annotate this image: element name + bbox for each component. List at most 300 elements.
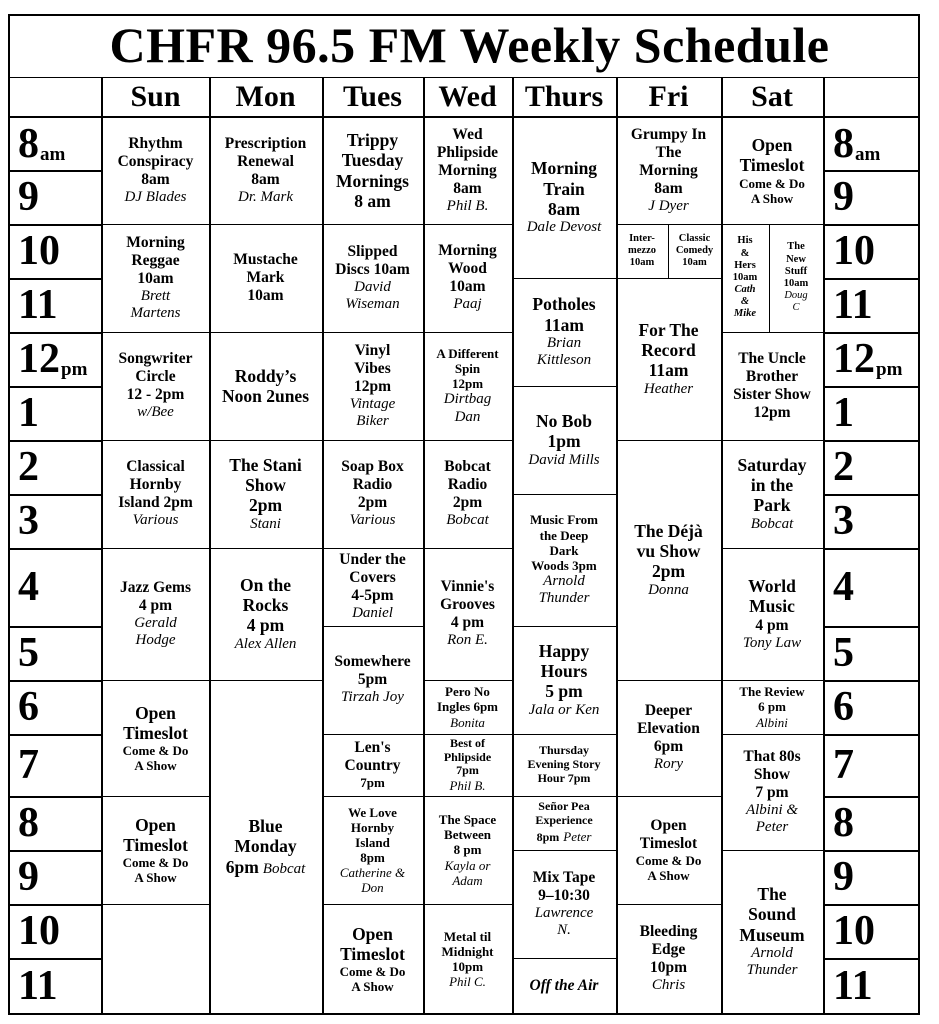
show-title: Mornings: [336, 170, 409, 191]
show-title: Timeslot: [739, 155, 805, 176]
show-host: Ron E.: [447, 632, 488, 649]
show-host: Peter: [563, 828, 592, 844]
hour-label-right: [825, 494, 937, 548]
show-host: Arnold: [751, 945, 793, 962]
grid-line: [8, 77, 920, 78]
show-title: The Space: [438, 812, 497, 828]
show-soap-box-radio: [322, 440, 423, 548]
show-host: Wiseman: [345, 295, 400, 312]
show-title: His: [737, 235, 753, 247]
hour-label-left: [10, 904, 110, 958]
show-host: Bobcat: [446, 512, 489, 529]
show-time: 10am: [137, 269, 174, 287]
show-title: Best of: [450, 735, 485, 750]
show-host: Don: [361, 880, 384, 896]
show-title: Mark: [246, 269, 285, 287]
show-title: Classical: [126, 458, 185, 476]
show-title: Park: [753, 495, 791, 516]
hour-number: 8: [18, 120, 39, 167]
show-his-and-hers: [721, 224, 769, 332]
show-time: 8pm: [360, 850, 385, 865]
show-title: Museum: [739, 924, 805, 945]
show-note: Come & Do: [122, 743, 189, 759]
hour-label-left: [10, 680, 110, 734]
show-note: Come & Do: [339, 964, 406, 980]
show-title: We Love: [348, 804, 397, 820]
show-the-new-stuff: [769, 224, 823, 332]
show-mustache-mark: [209, 224, 322, 332]
hour-number: 4: [18, 564, 39, 610]
show-title: The Stani: [229, 454, 302, 475]
show-title: Deeper: [644, 702, 693, 720]
show-title: Inter-: [629, 232, 655, 244]
day-header-tue: Tues: [343, 80, 402, 113]
hour-number: 9: [833, 854, 854, 900]
show-title: Island: [355, 834, 390, 850]
hour-label-right: [825, 904, 937, 958]
show-host: C: [792, 302, 800, 314]
show-host: Dr. Mark: [238, 188, 293, 205]
hour-number: 12: [18, 336, 60, 382]
show-open-timeslot-sat: [721, 117, 823, 224]
show-title: Mix Tape: [532, 868, 596, 886]
show-host: Peter: [755, 818, 789, 835]
show-lens-country: [322, 734, 423, 796]
show-title: Open: [135, 702, 176, 723]
show-pero-no-ingles: [423, 680, 512, 734]
show-title: Señor Pea: [538, 798, 590, 813]
show-grumpy-in-the-morning: [616, 117, 721, 224]
show-time: 10pm: [649, 959, 688, 977]
show-best-of-phlipside: [423, 734, 512, 796]
show-title: Conspiracy: [117, 152, 194, 170]
show-no-bob: [512, 386, 616, 494]
show-host: Bobcat: [262, 860, 306, 877]
hour-label-right: [825, 796, 937, 850]
show-time: 4 pm: [246, 615, 285, 636]
hour-label-left: [10, 494, 110, 548]
show-time: 4 pm: [755, 616, 789, 634]
hour-label-right: [825, 626, 937, 680]
show-title: Hers: [734, 259, 756, 271]
show-title: Wed: [452, 125, 483, 143]
hour-label-right: [825, 680, 937, 734]
show-time: 7pm: [360, 775, 385, 791]
hour-suffix: pm: [876, 359, 903, 380]
show-title: Stuff: [784, 265, 808, 277]
show-somewhere: [322, 626, 423, 734]
show-morning-reggae: [102, 224, 209, 332]
show-title: Morning: [639, 161, 698, 179]
day-header-sun: Sun: [130, 80, 181, 113]
hour-number: 2: [18, 444, 39, 490]
show-host: Alex Allen: [234, 635, 297, 652]
show-world-music: [721, 548, 823, 680]
show-title: &: [740, 247, 750, 259]
show-title: Music: [749, 596, 795, 617]
show-vinyl-vibes: [322, 332, 423, 440]
show-time: 12pm: [353, 377, 392, 395]
day-header-fri: Fri: [648, 80, 689, 113]
show-time: 6pm: [225, 856, 259, 877]
show-host: Donna: [648, 581, 689, 598]
grid-line: [101, 904, 209, 905]
show-host: Phil B.: [446, 197, 489, 214]
show-title: Open: [135, 814, 176, 835]
show-title: Pero No: [445, 684, 490, 700]
hour-number: 6: [18, 684, 39, 730]
show-host: Dan: [454, 408, 481, 425]
show-time: 2pm: [248, 495, 283, 516]
hour-label-left: [10, 278, 110, 332]
hour-number: 8: [18, 800, 39, 846]
show-time: 8am: [141, 170, 170, 188]
show-roddys-noon: [209, 332, 322, 440]
show-time: 4 pm: [138, 596, 173, 614]
show-host: w/Bee: [137, 404, 174, 421]
show-host: Chris: [651, 977, 686, 994]
hour-label-left: [10, 117, 110, 170]
show-metal-til-midnight: [423, 904, 512, 1014]
show-host: Daniel: [352, 605, 393, 622]
show-host: Tirzah Joy: [341, 689, 404, 706]
show-time: 8pm: [536, 829, 560, 844]
show-title: Trippy: [346, 129, 399, 150]
show-title: Morning: [126, 233, 185, 251]
show-time: 12pm: [753, 403, 791, 421]
show-that-80s-show: [721, 734, 823, 850]
hour-number: 4: [833, 564, 854, 610]
show-time: 5pm: [357, 671, 388, 689]
show-morning-wood: [423, 224, 512, 332]
hour-label-left: [10, 224, 110, 278]
day-header-thu: Thurs: [524, 80, 604, 113]
show-title: Off the Air: [529, 977, 599, 995]
show-deeper-elevation: [616, 680, 721, 796]
hour-number: 11: [833, 963, 873, 1009]
show-songwriter-circle: [102, 332, 209, 440]
show-note: A Show: [134, 758, 177, 774]
show-title: Hornby: [350, 819, 395, 835]
show-title: The: [757, 884, 787, 905]
hour-label-left: [10, 440, 110, 494]
show-host: Dirtbag: [443, 391, 492, 408]
show-note: A Show: [134, 870, 177, 886]
day-header-mon: Mon: [235, 80, 296, 113]
show-open-timeslot-tue: [322, 904, 423, 1014]
show-title: vu Show: [636, 541, 701, 562]
show-title: Jazz Gems: [119, 578, 191, 596]
hour-number: 9: [18, 174, 39, 220]
show-title: Prescription: [224, 134, 307, 152]
show-time: 12 - 2pm: [126, 386, 185, 404]
show-host: Cath: [734, 284, 756, 296]
hour-number: 3: [833, 498, 854, 544]
show-title: Timeslot: [340, 943, 405, 964]
show-title: Vinyl: [354, 341, 391, 359]
hour-label-right: [825, 332, 937, 386]
show-title: Phlipside: [443, 749, 492, 764]
hour-number: 6: [833, 684, 854, 730]
show-title: Phlipside: [436, 143, 499, 161]
show-time: 8 am: [354, 190, 391, 211]
show-title: Record: [641, 340, 696, 361]
show-host: Rory: [653, 756, 684, 773]
show-title: Grooves: [440, 596, 495, 614]
show-slipped-discs: [322, 224, 423, 332]
show-a-different-spin: [423, 332, 512, 440]
show-title: Elevation: [637, 720, 700, 738]
hour-label-left: [10, 958, 110, 1014]
show-the-sound-museum: [721, 850, 823, 1014]
show-title: The Uncle: [738, 350, 806, 368]
hour-label-right: [825, 170, 937, 224]
show-title: Under the: [339, 551, 406, 569]
show-note: A Show: [750, 190, 794, 206]
show-title: Morning: [438, 161, 497, 179]
show-time: 8am: [453, 179, 482, 197]
show-title: Discs 10am: [335, 260, 410, 278]
show-title: Mustache: [233, 251, 298, 269]
show-note: Come & Do: [739, 175, 805, 191]
show-trippy-tuesday: [322, 117, 423, 224]
show-title: Comedy: [675, 244, 714, 256]
show-open-timeslot-fri: [616, 796, 721, 904]
show-host: David: [354, 278, 391, 295]
show-title: Open: [352, 923, 393, 944]
show-host: Albini: [756, 714, 788, 730]
show-host: Catherine &: [339, 865, 406, 881]
show-the-space-between: [423, 796, 512, 904]
show-time: 2pm: [452, 494, 483, 512]
show-host: Arnold: [543, 572, 585, 589]
show-time: 10pm: [451, 959, 484, 974]
show-title: the Deep: [539, 527, 589, 543]
show-host: Tony Law: [742, 634, 802, 651]
show-time: 11am: [648, 360, 689, 381]
show-wed-phlipside: [423, 117, 512, 224]
show-host: Dale Devost: [526, 219, 602, 236]
hour-number: 10: [18, 908, 60, 954]
show-time: 8am: [251, 170, 280, 188]
show-time: 2pm: [357, 494, 388, 512]
show-title: Len's: [354, 739, 391, 757]
show-title: Spin: [454, 361, 481, 377]
show-potholes: [512, 278, 616, 386]
show-under-the-covers: [322, 548, 423, 626]
show-host: Bonita: [450, 714, 485, 730]
show-saturday-in-the-park: [721, 440, 823, 548]
show-title: Timeslot: [123, 722, 188, 743]
show-title: Morning: [438, 242, 497, 260]
show-title: Music From: [530, 512, 598, 528]
hour-label-left: [10, 332, 110, 386]
show-title: Experience: [535, 812, 593, 827]
show-title: Island 2pm: [118, 494, 193, 512]
show-title: Saturday: [737, 454, 807, 475]
show-host: Stani: [250, 515, 281, 532]
show-title: Vibes: [354, 359, 391, 377]
show-title: Vinnie's: [440, 578, 495, 596]
show-time: 4-5pm: [351, 587, 394, 605]
show-time: 5 pm: [545, 681, 583, 702]
hour-number: 1: [833, 390, 854, 436]
show-title: Circle: [135, 368, 176, 386]
hour-number: 5: [833, 630, 854, 676]
show-classical-hornby: [102, 440, 209, 548]
show-title: Bleeding: [639, 923, 698, 941]
show-title: Wood: [448, 260, 487, 278]
show-title: Bobcat: [444, 458, 491, 476]
show-title: Sister Show: [733, 386, 811, 403]
show-title: Thursday: [538, 743, 590, 758]
hour-label-right: [825, 548, 937, 626]
show-title: Hornby: [129, 476, 182, 494]
show-time: 6 pm: [758, 699, 786, 715]
hour-number: 10: [833, 908, 875, 954]
show-title: Renewal: [237, 152, 294, 170]
show-host: Thunder: [538, 590, 590, 607]
show-host: Phil C.: [449, 974, 486, 990]
show-bobcat-radio: [423, 440, 512, 548]
hour-number: 7: [18, 742, 39, 788]
hour-label-right: [825, 386, 937, 440]
show-rhythm-conspiracy: [102, 117, 209, 224]
show-title: Roddy’s: [234, 365, 297, 386]
show-title: For The: [638, 319, 699, 340]
show-host: Paaj: [453, 296, 482, 313]
show-note: Come & Do: [635, 852, 702, 868]
show-jazz-gems: [102, 548, 209, 680]
show-the-review: [721, 680, 823, 734]
show-host: J Dyer: [648, 197, 689, 214]
show-host: Kittleson: [536, 352, 592, 369]
show-title: Happy: [538, 640, 590, 661]
hour-suffix: am: [855, 143, 881, 165]
show-host: Mike: [733, 308, 757, 320]
show-host: Kayla or: [444, 857, 491, 873]
hour-label-right: [825, 117, 937, 170]
show-time: 10am: [449, 278, 486, 296]
show-title: Dark: [549, 542, 579, 558]
hour-number: 11: [18, 282, 58, 328]
show-title: Songwriter: [118, 350, 193, 368]
show-time: 10am: [247, 286, 284, 304]
show-title: Slipped: [347, 242, 398, 260]
show-host: &: [740, 296, 750, 308]
show-host: Various: [132, 512, 179, 529]
show-title: Midnight: [441, 943, 494, 959]
hour-label-left: [10, 796, 110, 850]
show-intermezzo: [616, 224, 668, 278]
show-host: Vintage: [349, 395, 396, 412]
show-title: Monday: [234, 836, 297, 857]
show-senor-pea: [512, 796, 616, 850]
hour-label-right: [825, 224, 937, 278]
show-host: Brett: [140, 287, 171, 304]
hour-label-right: [825, 278, 937, 332]
show-title: The Review: [739, 684, 805, 700]
show-host: Albini &: [745, 801, 799, 818]
show-title: Brother: [745, 368, 799, 386]
show-host: Heather: [643, 380, 694, 397]
show-time: 2pm: [651, 561, 686, 582]
show-title: Rocks: [242, 595, 289, 616]
show-host: Thunder: [746, 962, 798, 979]
show-host: N.: [557, 921, 571, 938]
show-title: Soap Box: [341, 458, 404, 476]
show-host: Adam: [452, 872, 483, 888]
hour-number: 10: [18, 228, 60, 274]
hour-label-left: [10, 548, 110, 626]
show-time: 11am: [544, 314, 584, 335]
show-title: World: [748, 576, 796, 597]
show-title: Rhythm: [128, 134, 183, 152]
show-time: 12pm: [451, 376, 484, 392]
hour-label-right: [825, 958, 937, 1014]
hour-number: 12: [833, 336, 875, 382]
show-deja-vu: [616, 440, 721, 680]
show-open-timeslot-sun-1: [102, 680, 209, 796]
show-title: The Déjà: [634, 520, 703, 541]
show-title: Timeslot: [639, 834, 698, 852]
show-title: Hour 7pm: [537, 770, 591, 785]
hour-label-right: [825, 850, 937, 904]
show-vinnies-grooves: [423, 548, 512, 680]
show-title: Between: [444, 827, 491, 843]
show-classic-comedy: [668, 224, 721, 278]
show-host: Martens: [130, 304, 181, 321]
show-title: The: [787, 241, 805, 253]
show-time: 8am: [654, 179, 683, 197]
show-host: Lawrence: [534, 904, 594, 921]
show-time: 10am: [682, 257, 707, 269]
show-title: Tuesday: [341, 150, 404, 171]
show-host: David Mills: [528, 451, 600, 468]
show-time: 10am: [732, 271, 758, 283]
show-host: Phil B.: [449, 778, 486, 794]
hour-label-left: [10, 170, 110, 224]
show-thursday-evening-story: [512, 734, 616, 796]
show-off-the-air: [512, 958, 616, 1014]
show-title: Radio: [447, 476, 488, 494]
hour-number: 11: [833, 282, 873, 328]
hour-number: 7: [833, 742, 854, 788]
show-on-the-rocks: [209, 548, 322, 680]
show-host: Jala or Ken: [528, 701, 600, 718]
show-title: Train: [543, 178, 585, 199]
day-header-sat: Sat: [751, 80, 793, 113]
show-host: Gerald: [134, 614, 177, 631]
show-title: Noon 2unes: [221, 386, 310, 406]
show-time: 7 pm: [755, 783, 789, 801]
show-title: Classic: [678, 232, 711, 244]
hour-number: 2: [833, 444, 854, 490]
show-title: Blue: [248, 815, 283, 836]
show-title: mezzo: [628, 244, 656, 256]
show-time: 10am: [783, 278, 809, 289]
show-stani-show: [209, 440, 322, 548]
show-bleeding-edge: [616, 904, 721, 1014]
show-title: Reggae: [131, 251, 180, 269]
show-title: Country: [344, 757, 401, 775]
show-time: 6pm: [653, 738, 684, 756]
show-host: Biker: [356, 412, 389, 429]
show-host: DJ Blades: [124, 188, 187, 205]
hour-label-left: [10, 734, 110, 796]
show-happy-hours: [512, 626, 616, 734]
show-time: 7pm: [456, 763, 479, 778]
